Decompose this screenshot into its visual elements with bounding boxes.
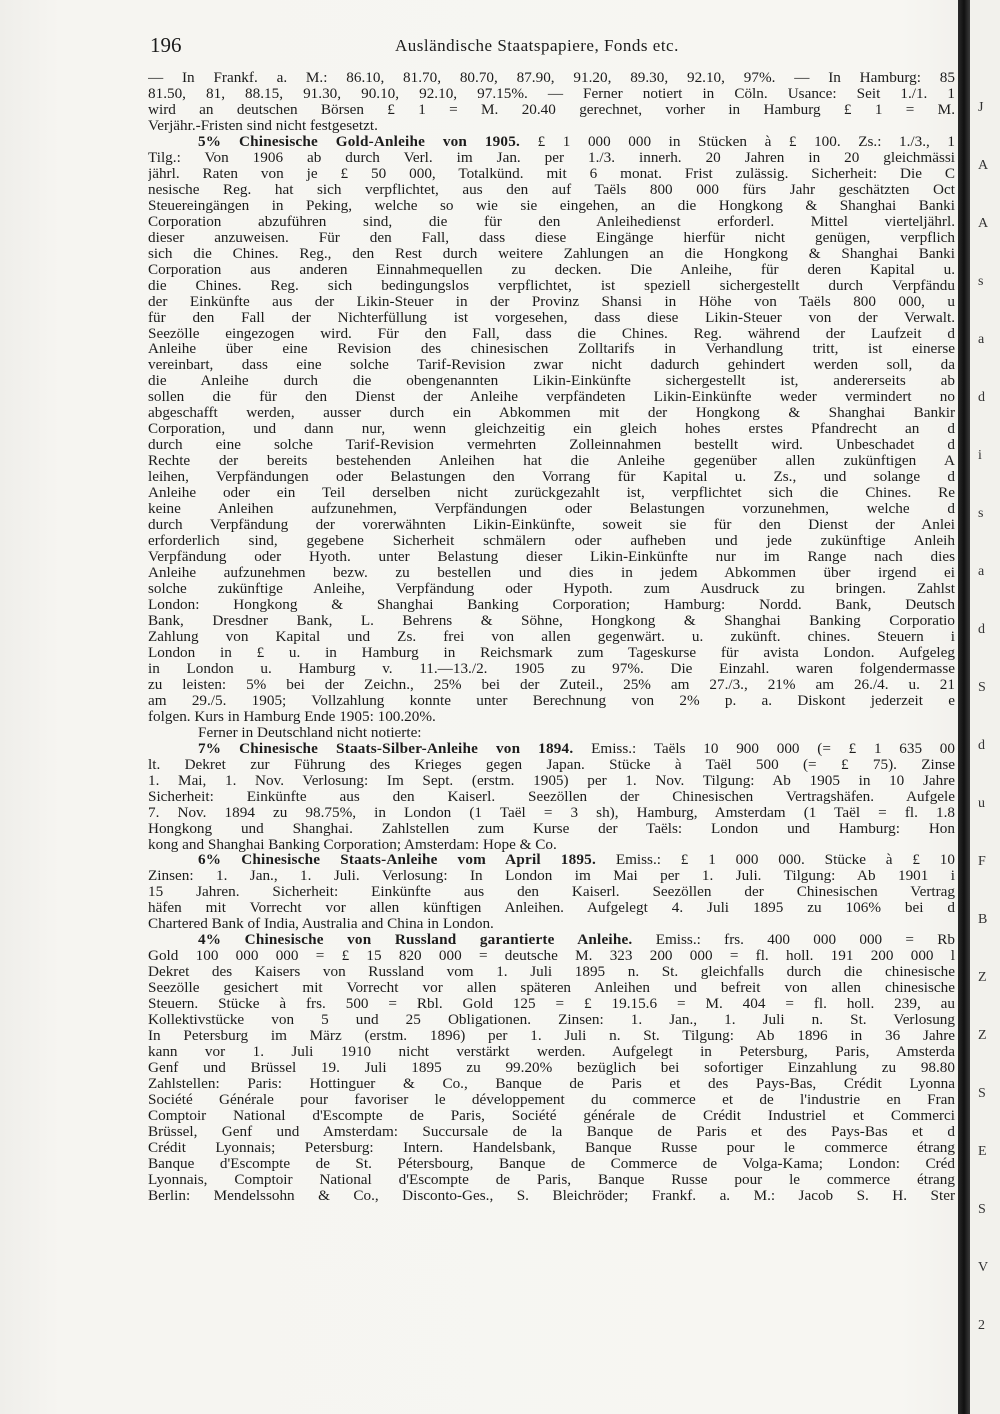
section-heading-rest: Emiss.: Taëls 10 900 000 (= £ 1 635 00	[573, 740, 955, 757]
text-line	[148, 453, 955, 469]
text-line	[148, 773, 955, 789]
text-line	[148, 278, 955, 294]
text-line	[148, 485, 955, 501]
margin-fragment: d	[978, 390, 985, 405]
text-line	[148, 741, 955, 757]
text-line-content: Lyonnais, Comptoir National d'Escompte de Paris, Banque Russe pour le commerce étrang	[148, 1171, 955, 1188]
text-line-content: für den Fall der Nichterfüllung ist vorgesehen, dass diese Likin-Steuer von der Verwalt.	[148, 309, 955, 326]
margin-fragment: s	[978, 506, 984, 521]
margin-fragment: J	[978, 100, 984, 115]
text-line-content: leihen, Verpfändungen oder Belastungen den Vorrang für Kapital u. Zs., und solange d	[148, 469, 955, 486]
text-line	[148, 373, 955, 389]
binding-shadow	[958, 0, 970, 1414]
text-line	[148, 565, 955, 581]
margin-fragment: S	[978, 1202, 986, 1217]
text-line	[148, 341, 955, 357]
text-line	[148, 916, 955, 932]
text-line	[148, 980, 955, 996]
text-line-content: 1. Mai, 1. Nov. Verlosung: Im Sept. (erstm. 1905) per 1. Nov. Tilgung: Ab 1905 in 10 Jahre	[148, 772, 955, 789]
text-line-content: die Anleihe durch die obengenannten Likin-Einkünfte sichergestellt ist, andererseits ab	[148, 373, 955, 390]
text-line-content: nesische Reg. hat sich verpflichtet, aus den auf Taëls 800 000 fürs Jahr geschätzten Oct	[148, 181, 955, 198]
text-line	[148, 932, 955, 948]
text-line	[148, 310, 955, 326]
text-line-content: keine Anleihen aufzunehmen, Verpfändungen oder Belastungen vorzunehmen, welche d	[148, 501, 955, 518]
text-line	[148, 581, 955, 597]
text-line-content: Corporation aus anderen Einnahmequellen zu decken. Die Anleihe, für deren Kapital u.	[148, 261, 955, 278]
margin-fragment: E	[978, 1144, 987, 1159]
text-line-content: Anleihe über eine Revision des chinesischen Zolltarifs in Verhandlung tritt, ist einerse	[148, 341, 955, 358]
text-line-content: in London u. Hamburg v. 11.—13./2. 1905 zu 97%. Die Einzahl. waren folgendermasse	[148, 660, 955, 677]
text-line-content: Steuereingängen in Peking, welche so wie sie eingehen, an die Hongkong & Shanghai Banki	[148, 197, 955, 214]
text-line-content: Sicherheit: Einkünfte aus den Kaiserl. Seezöllen der Chinesischen Vertragshäfen. Aufgele	[148, 788, 955, 805]
text-line	[148, 118, 955, 134]
margin-fragment: S	[978, 1086, 986, 1101]
text-line	[148, 900, 955, 916]
text-line-content: Gold 100 000 000 = £ 15 820 000 = deutsche M. 323 200 000 = fl. holl. 191 200 000 l	[148, 948, 955, 965]
text-line	[148, 1092, 955, 1108]
text-line-content: Hongkong und Shanghai. Zahlstellen zum Kurse der Taëls: London und Hamburg: Hon	[148, 820, 955, 837]
text-line-content: durch eine solche Tarif-Revision vermehrten Zolleinnahmen bestellt wird. Unbeschadet d	[148, 437, 955, 454]
text-line-content: die Chines. Reg. sich bedingungslos verpflichtet, ist speziell sichergestellt durch Verpfändu	[148, 277, 955, 294]
text-line-content: Brüssel, Genf und Amsterdam: Succursale de la Banque de Paris et des Pays-Bas et d	[148, 1123, 955, 1140]
text-line-content: dieser anzuweisen. Für den Fall, dass diese Eingänge hierfür nicht genügen, verpflich	[148, 229, 955, 246]
text-line	[148, 837, 955, 853]
margin-fragment: A	[978, 216, 989, 231]
body-text	[148, 70, 955, 1410]
text-line-content: 7. Nov. 1894 zu 98.75%, in London (1 Taël = 3 sh), Hamburg, Amsterdam (1 Taël = fl. 1.8	[148, 804, 955, 821]
text-line	[148, 246, 955, 262]
text-line	[148, 294, 955, 310]
text-line	[148, 326, 955, 342]
text-line-content: London: Hongkong & Shanghai Banking Corporation; Hamburg: Nordd. Bank, Deutsch	[148, 596, 955, 613]
text-line	[148, 182, 955, 198]
text-line	[148, 1060, 955, 1076]
text-line-content: kong and Shanghai Banking Corporation; Amsterdam: Hope & Co.	[148, 836, 557, 853]
text-line	[148, 725, 955, 741]
text-line	[148, 214, 955, 230]
text-line	[148, 150, 955, 166]
text-line-content: In Petersburg im März (erstm. 1896) per 1. Juli n. St. Tilgung: Ab 1896 in 36 Jahre	[148, 1028, 955, 1045]
text-line	[148, 1108, 955, 1124]
margin-fragment: d	[978, 622, 985, 637]
text-line	[148, 389, 955, 405]
margin-fragment: S	[978, 680, 986, 695]
text-line-content: Comptoir National d'Escompte de Paris, Société générale de Crédit Industriel et Commerci	[148, 1107, 955, 1124]
text-line-content: Crédit Lyonnais; Petersburg: Intern. Handelsbank, Banque Russe pour le commerce étrang	[148, 1139, 955, 1156]
text-line	[148, 852, 955, 868]
section-heading: 6% Chinesische Staats-Anleihe vom April 1895.	[198, 852, 596, 869]
text-line-content: zu leisten: 5% bei der Zeichn., 25% bei der Zuteil., 25% am 27./3., 21% am 26./4. u. 21	[148, 676, 955, 693]
text-line-content: Banque d'Escompte de St. Pétersbourg, Banque de Commerce de Volga-Kama; London: Créd	[148, 1155, 955, 1172]
text-line	[148, 405, 955, 421]
text-line-content: Société Générale pour favoriser le développement du commerce et de l'industrie en Fran	[148, 1092, 955, 1108]
text-line	[148, 884, 955, 900]
text-line	[148, 1188, 955, 1204]
text-line-content: Zahlstellen: Paris: Hottinguer & Co., Banque de Paris et des Pays-Bas, Crédit Lyonna	[148, 1076, 955, 1092]
text-line-content: Ferner in Deutschland nicht notierte:	[198, 724, 422, 741]
text-line	[148, 1124, 955, 1140]
text-line-content: kann vor 1. Juli 1910 nicht verstärkt werden. Aufgelegt in Petersburg, Paris, Amsterda	[148, 1044, 955, 1061]
text-line	[148, 549, 955, 565]
text-line-content: wird an deutschen Börsen £ 1 = M. 20.40 gerechnet, vorher in Hamburg £ 1 = M.	[148, 101, 955, 118]
text-line	[148, 1156, 955, 1172]
text-line-content: Bank, Dresdner Bank, L. Behrens & Söhne, Hongkong & Shanghai Banking Corporatio	[148, 612, 955, 629]
running-title: Ausländische Staatspapiere, Fonds etc.	[395, 36, 679, 55]
text-line-content: der Einkünfte aus der Likin-Steuer in der Provinz Shansi in Höhe von Taëls 800 000, u	[148, 293, 955, 310]
text-line-content: Zinsen: 1. Jan., 1. Juli. Verlosung: In London im Mai per 1. Juli. Tilgung: Ab 1901 i	[148, 868, 955, 885]
text-line-content: Seezölle eingezogen wird. Für den Fall, dass die Chines. Reg. während der Laufzeit d	[148, 325, 955, 342]
adjacent-page-fragments	[976, 0, 1000, 1414]
section-heading-rest: Emiss.: frs. 400 000 000 = Rb	[632, 932, 955, 949]
text-line	[148, 597, 955, 613]
text-line	[148, 1076, 955, 1092]
text-line	[148, 693, 955, 709]
text-line-content: Genf und Brüssel 19. Juli 1895 zu 99.20% bezüglich bei sofortiger Einzahlung zu 98.80	[148, 1060, 955, 1077]
text-line	[148, 948, 955, 964]
text-line-content: am 29./5. 1905; Vollzahlung konnte unter Berechnung von 2% p. a. Diskont jederzeit e	[148, 692, 955, 709]
text-line-content: folgen. Kurs in Hamburg Ende 1905: 100.20%.	[148, 708, 436, 725]
margin-fragment: a	[978, 564, 985, 579]
text-line	[148, 517, 955, 533]
text-line-content: Dekret des Kaisers von Russland vom 1. Juli 1895 n. St. gleichfalls durch die chinesische	[148, 964, 955, 981]
text-line	[148, 805, 955, 821]
section-heading: 4% Chinesische von Russland garantierte Anleihe.	[198, 932, 633, 949]
text-line	[148, 629, 955, 645]
text-line	[148, 613, 955, 629]
text-line	[148, 230, 955, 246]
margin-fragment: 2	[978, 1318, 985, 1333]
text-line-content: häfen mit Vorrecht vor allen künftigen Anleihen. Aufgelegt 4. Juli 1895 zu 106% bei d	[148, 900, 955, 917]
text-line-content: Chartered Bank of India, Australia and China in London.	[148, 916, 494, 933]
text-line-content: Zahlung von Kapital und Zs. frei von allen gegenwärt. u. zukünft. chines. Steuern i	[148, 628, 955, 645]
text-line	[148, 1172, 955, 1188]
text-line	[148, 868, 955, 884]
text-line	[148, 166, 955, 182]
text-line-content: Tilg.: Von 1906 ab durch Verl. im Jan. per 1./3. innerh. 20 Jahren in 20 gleichmässi	[148, 149, 955, 166]
text-line	[148, 134, 955, 150]
page-header	[150, 33, 950, 63]
text-line	[148, 996, 955, 1012]
margin-fragment: Z	[978, 970, 987, 985]
text-line	[148, 1028, 955, 1044]
text-line	[148, 789, 955, 805]
text-line-content: abgeschafft werden, ausser durch ein Abkommen mit der Hongkong & Shanghai Bankir	[148, 405, 955, 422]
margin-fragment: A	[978, 158, 989, 173]
text-line-content: Rechte der bereits bestehenden Anleihen hat die Anleihe gegenüber allen zukünftigen A	[148, 453, 955, 470]
text-line-content: Berlin: Mendelssohn & Co., Disconto-Ges., S. Bleichröder; Frankf. a. M.: Jacob S. H. Ster	[148, 1187, 955, 1204]
text-line-content: Anleihe oder ein Teil derselben nicht zurückgezahlt ist, verpflichtet sich die Chines. Re	[148, 485, 955, 502]
margin-fragment: i	[978, 448, 982, 463]
text-line-content: durch Verpfändung der vorerwähnten Likin-Einkünfte, soweit sie für den Dienst der Anlei	[148, 517, 955, 534]
text-line	[148, 1044, 955, 1060]
text-line	[148, 421, 955, 437]
margin-fragment: u	[978, 796, 985, 811]
text-line-content: solche zukünftige Anleihe, Verpfändung oder Hypoth. zum Ausdruck zu bringen. Zahlst	[148, 581, 955, 597]
text-line	[148, 469, 955, 485]
margin-fragment: Z	[978, 1028, 987, 1043]
text-line-content: Verpfändung oder Hyoth. unter Belastung dieser Likin-Einkünfte nur im Range nach dies	[148, 549, 955, 566]
margin-fragment: F	[978, 854, 986, 869]
text-line	[148, 645, 955, 661]
margin-fragment: s	[978, 274, 984, 289]
text-line-content: London in £ u. in Hamburg in Reichsmark zum Tageskurse für avista London. Aufgeleg	[148, 644, 955, 661]
text-line-content: Steuern. Stücke à frs. 500 = Rbl. Gold 125 = £ 19.15.6 = M. 404 = fl. holl. 239, au	[148, 996, 955, 1013]
text-line	[148, 821, 955, 837]
text-line-content: sollen die für den Dienst der Anleihe verpfändeten Likin-Einkünfte weder vermindert no	[148, 389, 955, 406]
text-line-content: erforderlich sind, gegebene Sicherheit schmälern oder aufheben und jede zukünftige Anleih	[148, 533, 955, 550]
margin-fragment: d	[978, 738, 985, 753]
text-line	[148, 964, 955, 980]
text-line-content: jährl. Raten von je £ 50 000, Totalkünd. mit 6 monat. Frist zulässig. Sicherheit: Die C	[148, 165, 955, 182]
margin-fragment: a	[978, 332, 985, 347]
text-line-content: 15 Jahren. Sicherheit: Einkünfte aus den Kaiserl. Seezöllen der Chinesischen Vertrag	[148, 884, 955, 901]
section-heading: 7% Chinesische Staats-Silber-Anleihe von 1894.	[198, 740, 574, 757]
text-line-content: Kollektivstücke von 5 und 25 Obligationen. Zinsen: 1. Jan., 1. Juli n. St. Verlosung	[148, 1012, 955, 1029]
text-line	[148, 102, 955, 118]
text-line-content: Anleihe aufzunehmen bezw. zu bestellen und dies in jedem Abkommen über irgend ei	[148, 565, 955, 581]
text-line	[148, 86, 955, 102]
text-line-content: 81.50, 81, 88.15, 91.30, 90.10, 92.10, 97.15%. — Ferner notiert in Cöln. Usance: Seit 1./1. 1	[148, 85, 955, 102]
text-line-content: vereinbart, dass eine solche Tarif-Revision zwar nicht dadurch gehindert werden soll, da	[148, 357, 955, 374]
text-line	[148, 262, 955, 278]
text-line	[148, 1140, 955, 1156]
margin-fragment: B	[978, 912, 988, 927]
text-line-content: Seezölle gesichert mit Vorrecht vor allen späteren Anleihen und befreit von allen chinesische	[148, 980, 955, 997]
section-heading-rest: Emiss.: £ 1 000 000. Stücke à £ 10	[595, 852, 955, 869]
text-line	[148, 757, 955, 773]
text-line	[148, 357, 955, 373]
text-line-content: — In Frankf. a. M.: 86.10, 81.70, 80.70, 87.90, 91.20, 89.30, 92.10, 97%. — In Hamburg: 85	[148, 70, 955, 86]
text-line	[148, 533, 955, 549]
text-line	[148, 70, 955, 86]
section-heading: 5% Chinesische Gold-Anleihe von 1905.	[198, 133, 521, 150]
text-line	[148, 1012, 955, 1028]
text-line-content: Corporation, und dann nur, wenn gleichzeitig ein gleich hohes erstes Pfandrecht an d	[148, 421, 955, 438]
text-line-content: sich die Chines. Reg., den Rest durch weitere Zahlungen an die Hongkong & Shanghai Banki	[148, 245, 955, 262]
margin-fragment: V	[978, 1260, 989, 1275]
text-line	[148, 661, 955, 677]
text-line-content: Corporation abzuführen sind, die für den Anleihedienst erforderl. Mittel vierteljährl.	[148, 213, 955, 230]
text-line	[148, 501, 955, 517]
text-line	[148, 677, 955, 693]
text-line	[148, 198, 955, 214]
text-line	[148, 437, 955, 453]
text-line	[148, 709, 955, 725]
section-heading-rest: £ 1 000 000 in Stücken à £ 100. Zs.: 1./3., 1	[520, 133, 955, 150]
text-line-content: lt. Dekret zur Führung des Krieges gegen Japan. Stücke à Taël 500 (= £ 75). Zinse	[148, 756, 955, 773]
page-number: 196	[150, 33, 182, 57]
text-line-content: Verjähr.-Fristen sind nicht festgesetzt.	[148, 117, 378, 134]
